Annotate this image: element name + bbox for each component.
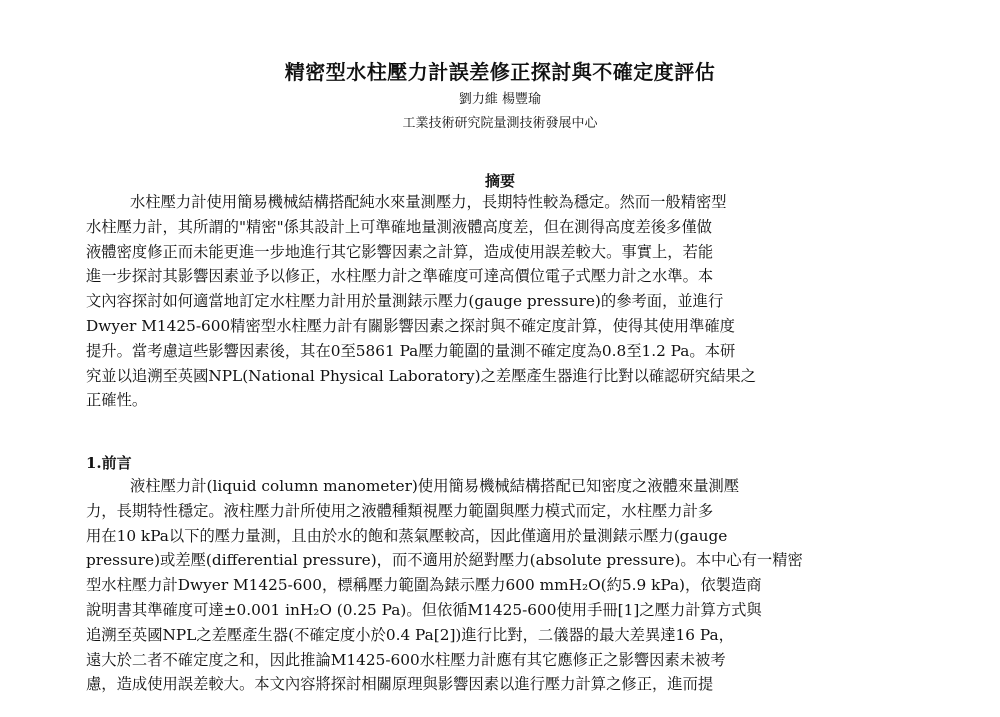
introduction-line: 慮，造成使用誤差較大。本文內容將探討相關原理與影響因素以進行壓力計算之修正，進而提 [86,675,714,694]
introduction-line: 遠大於二者不確定度之和，因此推論M1425-600水柱壓力計應有其它應修正之影響因素未被考 [86,650,726,669]
introduction-line: 追溯至英國NPL之差壓產生器(不確定度小於0.4 Pa[2])進行比對，二儀器的最大差異達16 Pa， [86,625,734,644]
abstract-line: 提升。當考慮這些影響因素後，其在0至5861 Pa壓力範圍的量測不確定度為0.8至1.2 Pa。本研 [86,341,736,360]
abstract-line: 水柱壓力計使用簡易機械結構搭配純水來量測壓力，長期特性較為穩定。然而一般精密型 [130,193,727,211]
abstract-line: 液體密度修正而未能更進一步地進行其它影響因素之計算，造成使用誤差較大。事實上，若能 [86,242,714,261]
paper-affiliation: 工業技術研究院量測技術發展中心 [402,116,598,131]
introduction-line: 液柱壓力計(liquid column manometer)使用簡易機械結構搭配已知密度之液體來量測壓 [130,477,740,495]
introduction-line: 用在10 kPa以下的壓力量測，且由於水的飽和蒸氣壓較高，因此僅適用於量測錶示壓力(gauge [86,526,728,545]
abstract-line: 水柱壓力計，其所謂的"精密"係其設計上可準確地量測液體高度差，但在測得高度差後多僅做 [86,217,712,236]
abstract-heading: 摘要 [484,172,515,190]
paper-title: 精密型水柱壓力計誤差修正探討與不確定度評估 [284,60,716,84]
paper-authors: 劉力維 楊豐瑜 [458,92,542,107]
introduction-line: pressure)或差壓(differential pressure)，而不適用於絕對壓力(absolute pressure)。本中心有一精密 [86,551,803,570]
introduction-line: 力，長期特性穩定。液柱壓力計所使用之液體種類視壓力範圍與壓力模式而定，水柱壓力計多 [86,501,714,520]
abstract-line: Dwyer M1425-600精密型水柱壓力計有關影響因素之探討與不確定度計算，使得其使用準確度 [86,316,735,335]
introduction-line: 說明書其準確度可達±0.001 inH₂O (0.25 Pa)。但依循M1425-600使用手冊[1]之壓力計算方式與 [86,600,762,619]
abstract-line: 進一步探討其影響因素並予以修正，水柱壓力計之準確度可達高價位電子式壓力計之水準。本 [86,267,714,286]
introduction-line: 型水柱壓力計Dwyer M1425-600，標稱壓力範圍為錶示壓力600 mmH₂O(約5.9 kPa)，依製造商 [86,576,762,595]
abstract-body [86,190,918,413]
abstract-line: 究並以追溯至英國NPL(National Physical Laboratory)之差壓產生器進行比對以確認研究結果之 [86,366,756,385]
abstract-line: 文內容探討如何適當地訂定水柱壓力計用於量測錶示壓力(gauge pressure)的參考面，並進行 [86,292,724,311]
abstract-line: 正確性。 [86,391,148,410]
introduction-body [86,474,918,697]
section-heading-introduction: 1.前言 [86,454,132,472]
